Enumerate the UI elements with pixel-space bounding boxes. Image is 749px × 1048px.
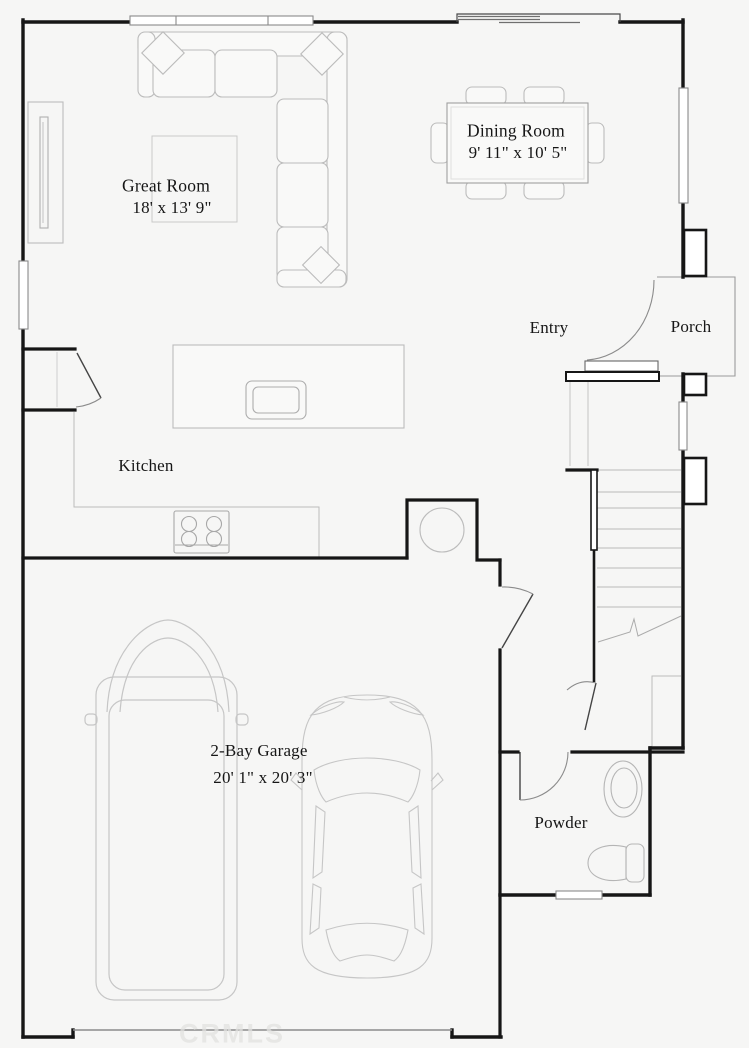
garage-entry-door — [502, 587, 533, 648]
tv-console — [28, 102, 63, 243]
pantry-door — [76, 353, 101, 407]
kitchen-counter — [74, 412, 319, 557]
entry-steps — [570, 382, 588, 466]
porch-wall-piers — [684, 230, 706, 504]
dining-bay-window — [458, 17, 580, 23]
front-door-swing-arc — [587, 280, 654, 360]
stair-wall — [591, 470, 597, 682]
front-door-leaf — [585, 361, 658, 371]
great-room-window — [130, 16, 313, 25]
kitchen-island — [173, 345, 404, 428]
great-room-dimensions: 18' x 13' 9" — [132, 198, 212, 217]
stairwell-window — [679, 402, 687, 450]
vehicle-van — [85, 620, 248, 1000]
crmls-watermark: CRMLS — [179, 1018, 285, 1048]
stair-break-line — [598, 616, 681, 642]
dining-room-label: Dining Room — [467, 120, 565, 141]
powder-door — [520, 752, 568, 800]
garage-dimensions: 20' 1" x 20' 3" — [213, 768, 313, 787]
front-door — [566, 280, 659, 381]
water-heater — [420, 508, 464, 552]
dining-room-dimensions: 9' 11" x 10' 5" — [468, 143, 568, 162]
staircase — [597, 470, 681, 642]
powder-window — [556, 891, 602, 899]
top-wall-recess — [457, 14, 620, 22]
left-wall-window — [19, 261, 28, 329]
entry-threshold — [566, 372, 659, 381]
great-room-label: Great Room — [121, 175, 211, 196]
kitchen-label: Kitchen — [118, 456, 174, 475]
garage-label: 2-Bay Garage — [210, 741, 308, 760]
vehicle-car — [291, 695, 443, 978]
powder-toilet — [588, 844, 644, 882]
porch-label: Porch — [670, 317, 712, 336]
powder-sink — [604, 761, 642, 817]
sectional-sofa — [138, 32, 347, 287]
dining-side-window — [679, 88, 688, 203]
powder-label: Powder — [534, 813, 588, 832]
entry-label: Entry — [529, 318, 569, 337]
range-stove — [174, 511, 229, 553]
understair-closet — [652, 676, 681, 747]
stair-closet-door — [567, 682, 596, 730]
